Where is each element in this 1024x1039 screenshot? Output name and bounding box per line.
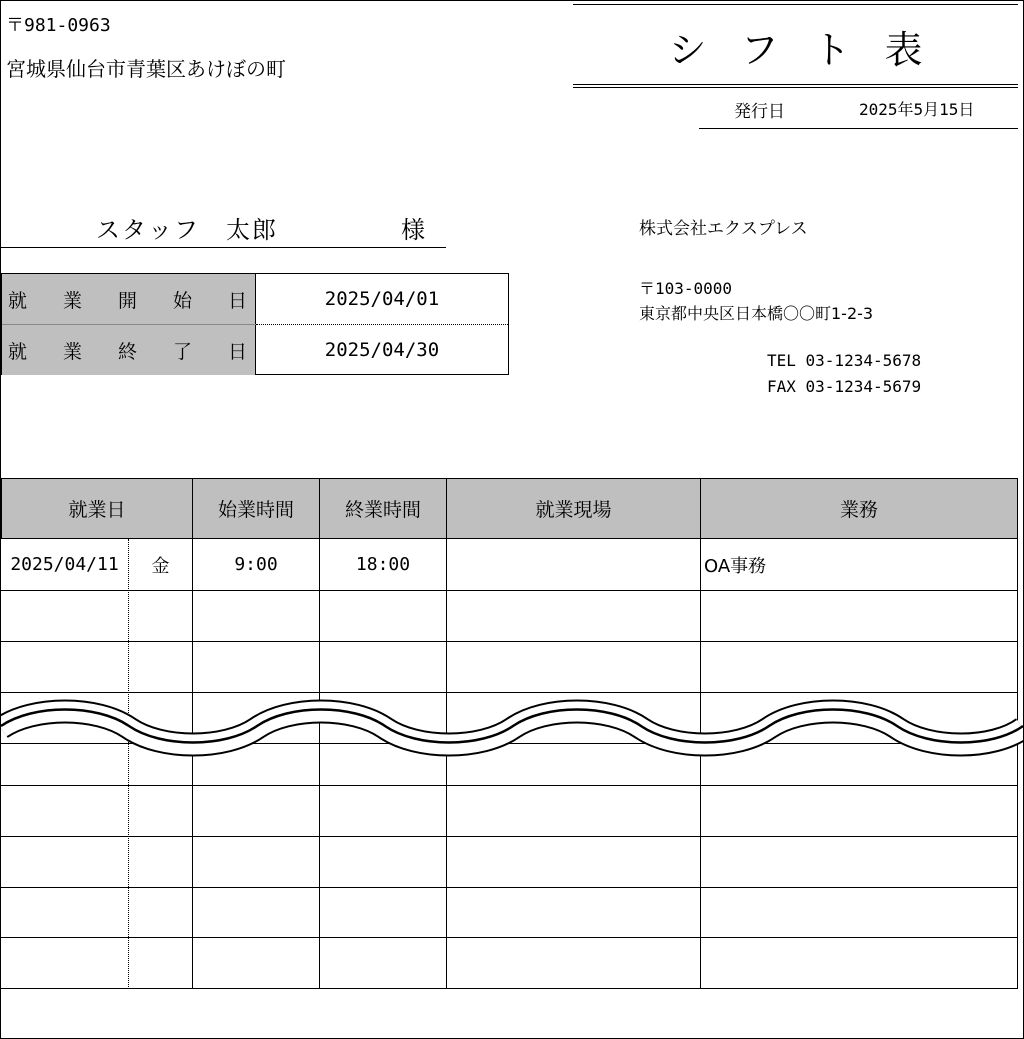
- work-end-label-char: 業: [62, 340, 82, 363]
- work-start-label-char: 始: [172, 289, 192, 312]
- work-period-table: [1, 273, 509, 375]
- recipient-honorific: 様: [401, 216, 425, 244]
- row-work-site: [447, 539, 700, 590]
- row-end-time: 18:00: [355, 554, 411, 575]
- work-end-row: [2, 325, 508, 375]
- work-end-label-char: 就: [8, 340, 28, 363]
- company-address: 東京都中央区日本橋〇〇町1-2-3: [639, 304, 874, 323]
- company-postal-code: 〒103-0000: [639, 279, 733, 298]
- recipient-postal-code: 〒981-0963: [6, 15, 111, 36]
- issue-date-label: 発行日: [734, 102, 785, 122]
- header-work-site: 就業現場: [446, 478, 701, 539]
- work-end-label: [2, 325, 256, 375]
- row-line: [1, 641, 1018, 642]
- work-start-label: [2, 274, 256, 324]
- company-fax: FAX 03-1234-5679: [767, 377, 922, 396]
- row-line: [1, 836, 1018, 837]
- header-end-time: 終業時間: [319, 478, 447, 539]
- row-task: OA事務: [704, 555, 767, 577]
- recipient-address: 宮城県仙台市青葉区あけぼの町: [6, 57, 286, 81]
- row-line: [1, 785, 1018, 786]
- header-start-time: 始業時間: [192, 478, 320, 539]
- title-bottom-rule-1: [573, 84, 1018, 85]
- header-task: 業務: [700, 478, 1018, 539]
- work-end-label-char: 了: [172, 340, 192, 363]
- work-start-label-char: 就: [8, 289, 28, 312]
- row-start-time: 9:00: [234, 554, 278, 575]
- row-line: [1, 692, 1018, 693]
- issue-date-value: 2025年5月15日: [859, 100, 975, 119]
- title-bottom-rule-2: [573, 87, 1018, 88]
- work-end-label-char: 終: [117, 340, 137, 363]
- company-name: 株式会社エクスプレス: [639, 219, 808, 239]
- work-end-label-char: 日: [227, 340, 247, 363]
- recipient-name: スタッフ 太郎: [96, 216, 278, 244]
- work-start-label-char: 開: [117, 289, 137, 312]
- row-line: [1, 887, 1018, 888]
- work-start-label-char: 業: [62, 289, 82, 312]
- header-work-date: 就業日: [1, 478, 193, 539]
- issue-date-underline: [699, 128, 1018, 129]
- document-title: シフト表: [668, 28, 957, 72]
- work-end-value: 2025/04/30: [324, 339, 440, 361]
- work-start-value: 2025/04/01: [324, 288, 440, 310]
- recipient-underline: [1, 247, 446, 248]
- row-line: [1, 937, 1018, 938]
- title-top-rule: [573, 4, 1018, 5]
- work-start-row: [2, 274, 508, 324]
- row-date: 2025/04/11: [10, 554, 119, 575]
- table-break-wave: [1, 696, 1023, 766]
- work-start-label-char: 日: [227, 289, 247, 312]
- row-line: [1, 590, 1018, 591]
- company-tel: TEL 03-1234-5678: [767, 351, 922, 370]
- row-line: [1, 988, 1018, 989]
- row-weekday: 金: [151, 555, 170, 577]
